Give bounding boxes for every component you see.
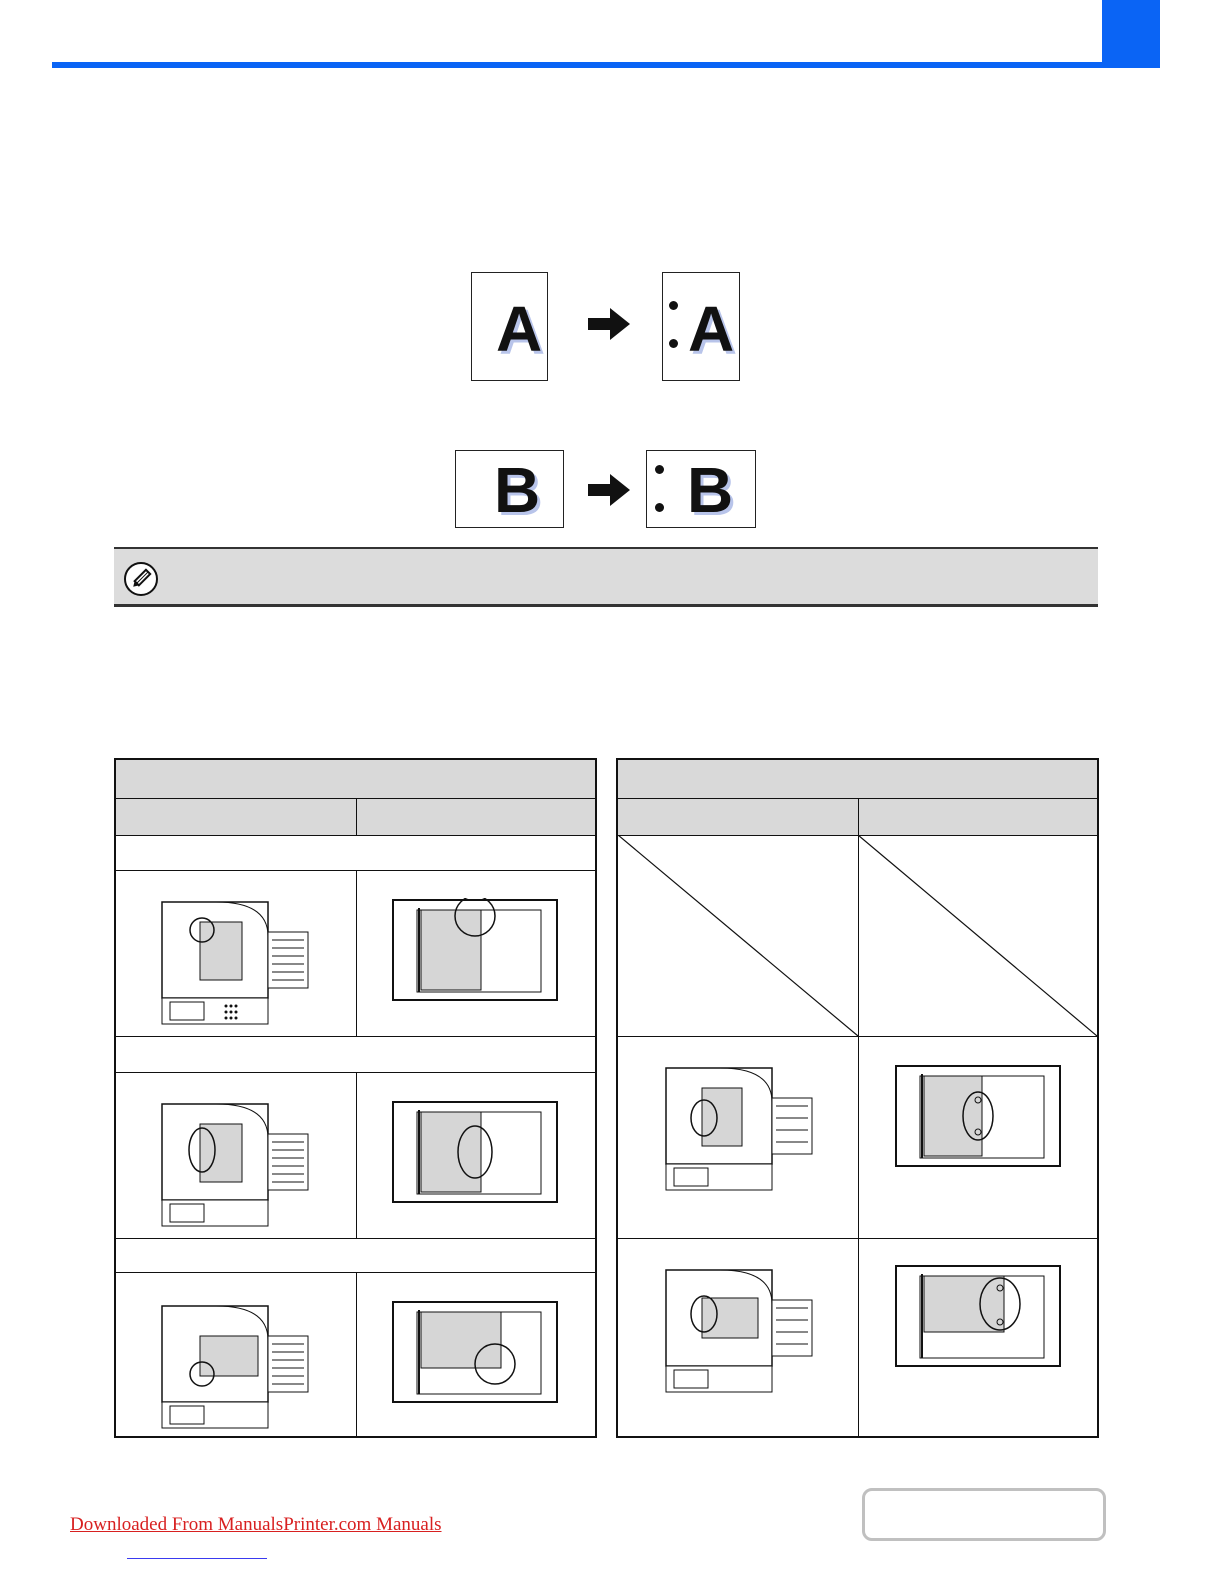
table-title-cell: [618, 760, 1097, 798]
punched-page-b: [646, 450, 756, 528]
machine-glass-illustration: [660, 1264, 820, 1394]
pencil-note-icon: [124, 562, 158, 596]
original-page-b: [455, 450, 564, 528]
page-letter: A: [496, 293, 543, 365]
output-preview-illustration: [391, 1300, 559, 1404]
page-letter: B: [687, 454, 734, 526]
page-letter: A: [688, 293, 735, 365]
original-page-a: [471, 272, 548, 381]
machine-adf-illustration: [156, 1300, 316, 1430]
table-title-cell: [116, 760, 595, 798]
punch-hole: [669, 339, 678, 348]
footer-divider: [127, 1558, 267, 1559]
header-corner-tab: [1102, 0, 1160, 68]
machine-adf-illustration: [156, 896, 316, 1026]
machine-glass-illustration: [660, 1062, 820, 1192]
adf-table: [114, 758, 597, 1438]
output-preview-illustration: [391, 898, 559, 1002]
not-applicable-diagonal: [618, 835, 1097, 1036]
header-accent-bar: [52, 62, 1102, 68]
punched-page-a: [662, 272, 740, 381]
page-letter: B: [494, 454, 541, 526]
output-preview-illustration: [894, 1264, 1062, 1368]
right-arrow-icon: [588, 472, 632, 508]
punch-hole: [655, 465, 664, 474]
right-arrow-icon: [588, 306, 632, 342]
download-source-link[interactable]: Downloaded From ManualsPrinter.com Manuals: [70, 1514, 442, 1535]
glass-table: [616, 758, 1099, 1438]
punch-hole: [669, 301, 678, 310]
punch-hole: [655, 503, 664, 512]
note-bar: [114, 547, 1098, 607]
machine-adf-illustration: [156, 1098, 316, 1228]
output-preview-illustration: [894, 1064, 1062, 1168]
output-preview-illustration: [391, 1100, 559, 1204]
page-nav-button[interactable]: [862, 1488, 1106, 1541]
